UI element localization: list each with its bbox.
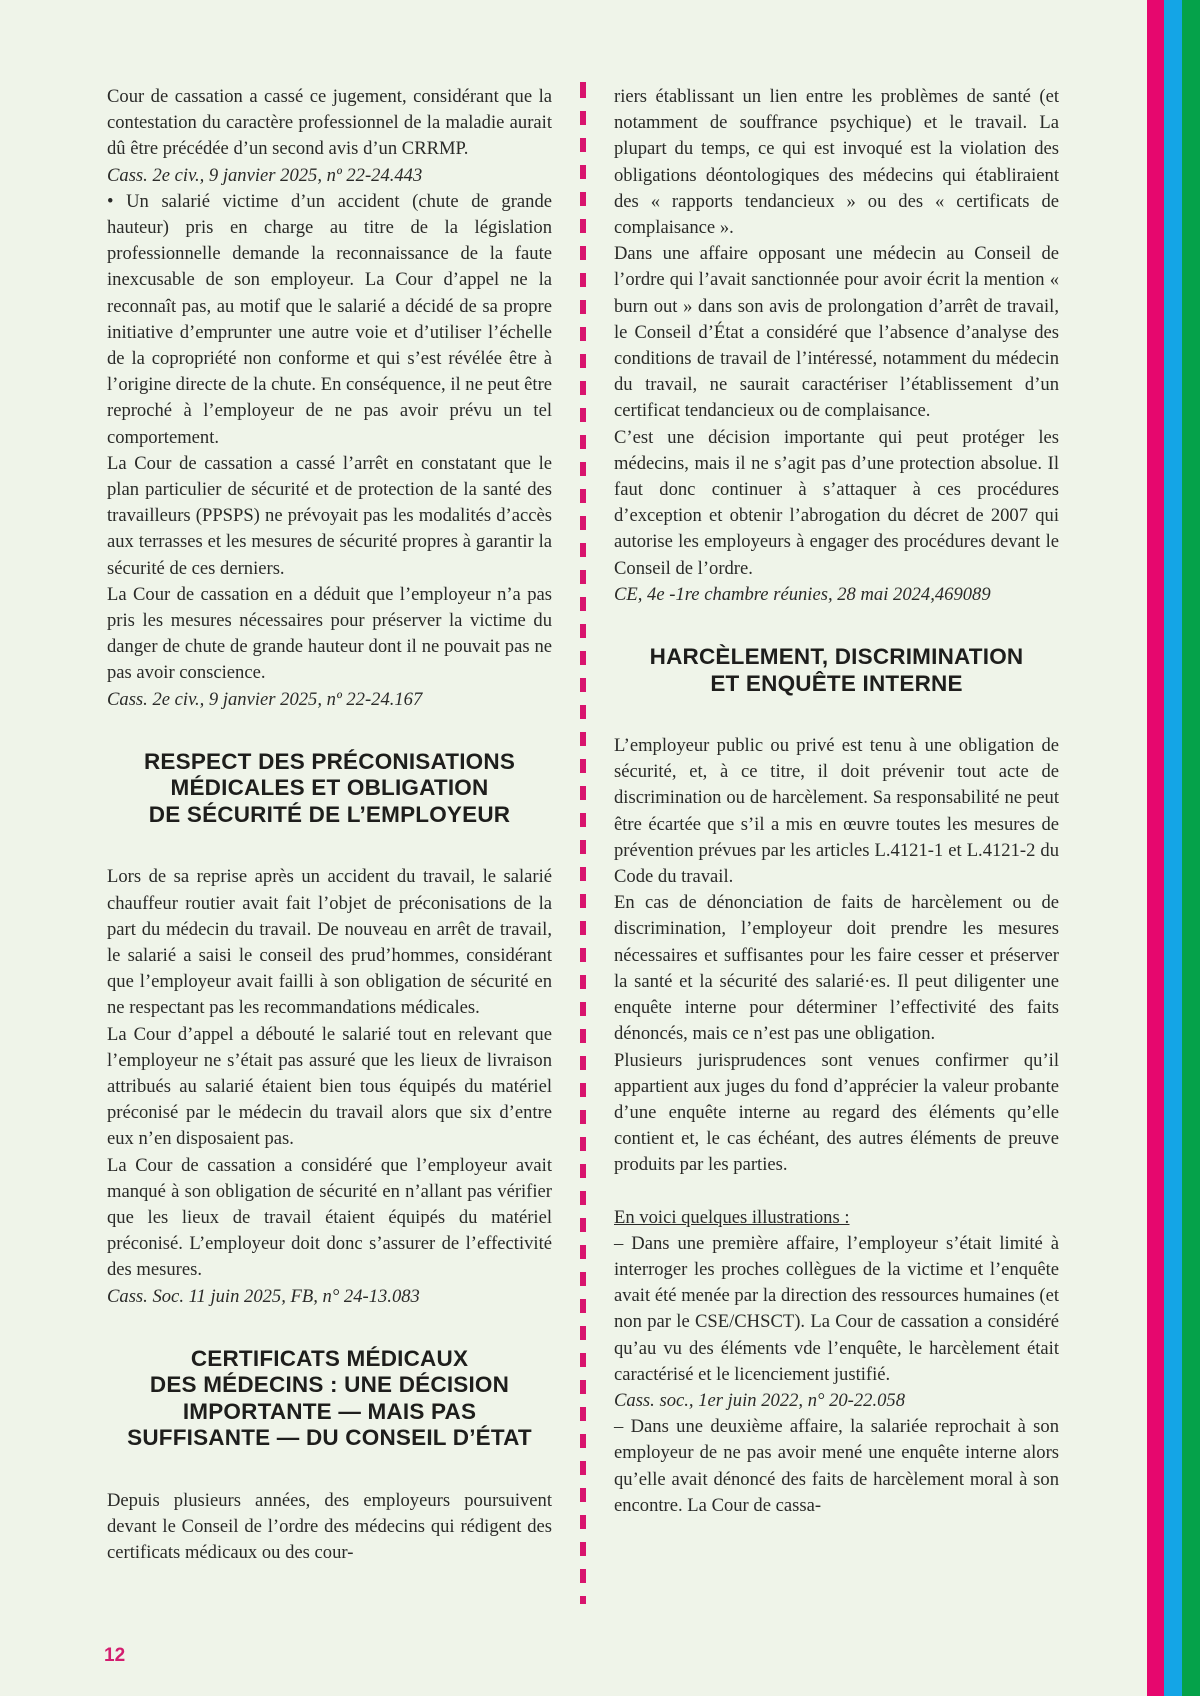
intro-paragraph: Cour de cassation a cassé ce jugement, considérant que la contestation du caractère professionnel de la maladie aurait dû être précédée d’un second avis d’un CRRMP. [107, 86, 552, 160]
paragraph: La Cour de cassation a considéré que l’employeur avait manqué à son obligation de sécurité en n’allant pas vérifier que les lieux de travail étaient équipés du matériel préconisé. L’employeur doit donc s’assurer de l’effectivité des mesures. [107, 1154, 552, 1281]
paragraph: riers établissant un lien entre les problèmes de santé (et notamment de souffrance psychique) et le travail. La plupart du temps, ce qui est invoqué est la violation des obligations déontologiques des médecins qui établiraient des « rapports tendancieux » ou des « certificats de complaisance ». [614, 86, 1059, 239]
section-heading-harcelement: HARCÈLEMENT, DISCRIMINATION ET ENQUÊTE INTERNE [649, 644, 1024, 696]
paragraph: Plusieurs jurisprudences sont venues confirmer qu’il appartient aux juges du fond d’apprécier la valeur probante d’une enquête interne au regard des éléments qu’elle contient et, le cas échéant, des autres éléments de preuve produits par les parties. [614, 1049, 1059, 1176]
case-paragraph: – Dans une deuxième affaire, la salariée reprochait à son employeur de ne pas avoir mené une enquête interne alors qu’elle avait dénoncé des faits de harcèlement moral à son encontre. La Cour de cassa- [614, 1416, 1059, 1516]
right-column [614, 84, 1059, 1519]
case-paragraph: – Dans une première affaire, l’employeur s’était limité à interroger les proches collègues de la victime et l’enquête avait été menée par la direction des ressources humaines (et non par le CSE/CHSCT). La Cour de cassation a considéré qu’au vu des éléments vde l’enquête, le harcèlement était caractérisé et le licenciement justifié. [614, 1232, 1059, 1385]
paragraph: Dans une affaire opposant une médecin au Conseil de l’ordre qui l’avait sanctionnée pour avoir écrit la mention « burn out » dans son avis de prolongation d’arrêt de travail, le Conseil d’État a considéré que l’absence d’analyse des conditions de travail de l’intéressé, notamment du médecin du travail, ne saurait caractériser l’établissement d’un certificat tendancieux ou de complaisance. [614, 243, 1059, 422]
column-divider-dashed [580, 84, 586, 1604]
edge-stripe-blue [1164, 0, 1182, 1696]
paragraph: En cas de dénonciation de faits de harcèlement ou de discrimination, l’employeur doit prendre les mesures nécessaires et suffisantes pour les faire cesser et préserver la santé et la sécurité des salarié·es. Il peut diligenter une enquête interne pour déterminer l’effectivité des faits dénoncés, mais ce n’est pas une obligation. [614, 892, 1059, 1045]
paragraph: C’est une décision importante qui peut protéger les médecins, mais il ne s’agit pas d’une protection absolue. Il faut donc continuer à s’attaquer à ces procédures d’exception et obtenir l’abrogation du décret de 2007 qui autorise les employeurs à engager des procédures devant le Conseil de l’ordre. [614, 426, 1059, 579]
case-reference: Cass. soc., 1er juin 2022, n° 20-22.058 [614, 1389, 905, 1411]
bullet-paragraph: • Un salarié victime d’un accident (chute de grande hauteur) pris en charge au titre de la législation professionnelle demande la reconnaissance de la faute inexcusable de son employeur. La Cour d’appel ne la reconnaît pas, au motif que le salarié a décidé de sa propre initiative d’emprunter une autre voie et d’utiliser l’échelle de la copropriété non conforme et qui s’est révélée être à l’origine directe de la chute. En conséquence, il ne peut être reproché à l’employeur de ne pas avoir prévu un tel comportement. [107, 190, 553, 448]
case-reference: Cass. 2e civ., 9 janvier 2025, nº 22-24.167 [107, 688, 423, 710]
illustrations-label: En voici quelques illustrations : [614, 1206, 850, 1228]
section-heading-certificats: CERTIFICATS MÉDICAUX DES MÉDECINS : UNE DÉCISION IMPORTANTE — MAIS PAS SUFFISANTE — DU CONSEIL D’ÉTAT [127, 1345, 532, 1451]
case-reference: Cass. 2e civ., 9 janvier 2025, nº 22-24.443 [107, 164, 423, 186]
case-reference: CE, 4e -1re chambre réunies, 28 mai 2024,469089 [614, 583, 991, 605]
edge-stripe-green [1182, 0, 1200, 1696]
paragraph: La Cour de cassation en a déduit que l’employeur n’a pas pris les mesures nécessaires pour préserver la victime du danger de chute de grande hauteur dont il ne pouvait pas ne pas avoir conscience. [107, 583, 552, 684]
paragraph: Lors de sa reprise après un accident du travail, le salarié chauffeur routier avait fait l’objet de préconisations de la part du médecin du travail. De nouveau en arrêt de travail, le salarié a saisi le conseil des prud’hommes, considérant que l’employeur avait failli à son obligation de sécurité en ne respectant pas les recommandations médicales. [107, 866, 552, 1019]
page-number: 12 [104, 1645, 126, 1666]
paragraph: L’employeur public ou privé est tenu à une obligation de sécurité, et, à ce titre, il doit prévenir tout acte de discrimination ou de harcèlement. Sa responsabilité ne peut être écartée que s’il a mis en œuvre toutes les mesures de prévention prévues par les articles L.4121-1 et L.4121-2 du Code du travail. [614, 735, 1059, 888]
case-reference: Cass. Soc. 11 juin 2025, FB, n° 24-13.083 [107, 1285, 420, 1307]
paragraph: La Cour d’appel a débouté le salarié tout en relevant que l’employeur ne s’était pas assuré que les lieux de livraison attribués au salarié étaient bien tous équipés du matériel préconisé par le médecin du travail alors que six d’entre eux n’en disposaient pas. [107, 1023, 552, 1150]
paragraph: La Cour de cassation a cassé l’arrêt en constatant que le plan particulier de sécurité et de protection de la santé des travailleurs (PPSPS) ne prévoyait pas les modalités d’accès aux terrasses et les mesures de sécurité propres à garantir la sécurité de ces derniers. [107, 452, 552, 579]
section-heading-preconisations: RESPECT DES PRÉCONISATIONS MÉDICALES ET OBLIGATION DE SÉCURITÉ DE L’EMPLOYEUR [143, 748, 516, 827]
edge-stripe-pink [1147, 0, 1164, 1696]
left-column [107, 84, 552, 1566]
paragraph: Depuis plusieurs années, des employeurs poursuivent devant le Conseil de l’ordre des médecins qui rédigent des certificats médicaux ou des cour- [107, 1489, 552, 1564]
